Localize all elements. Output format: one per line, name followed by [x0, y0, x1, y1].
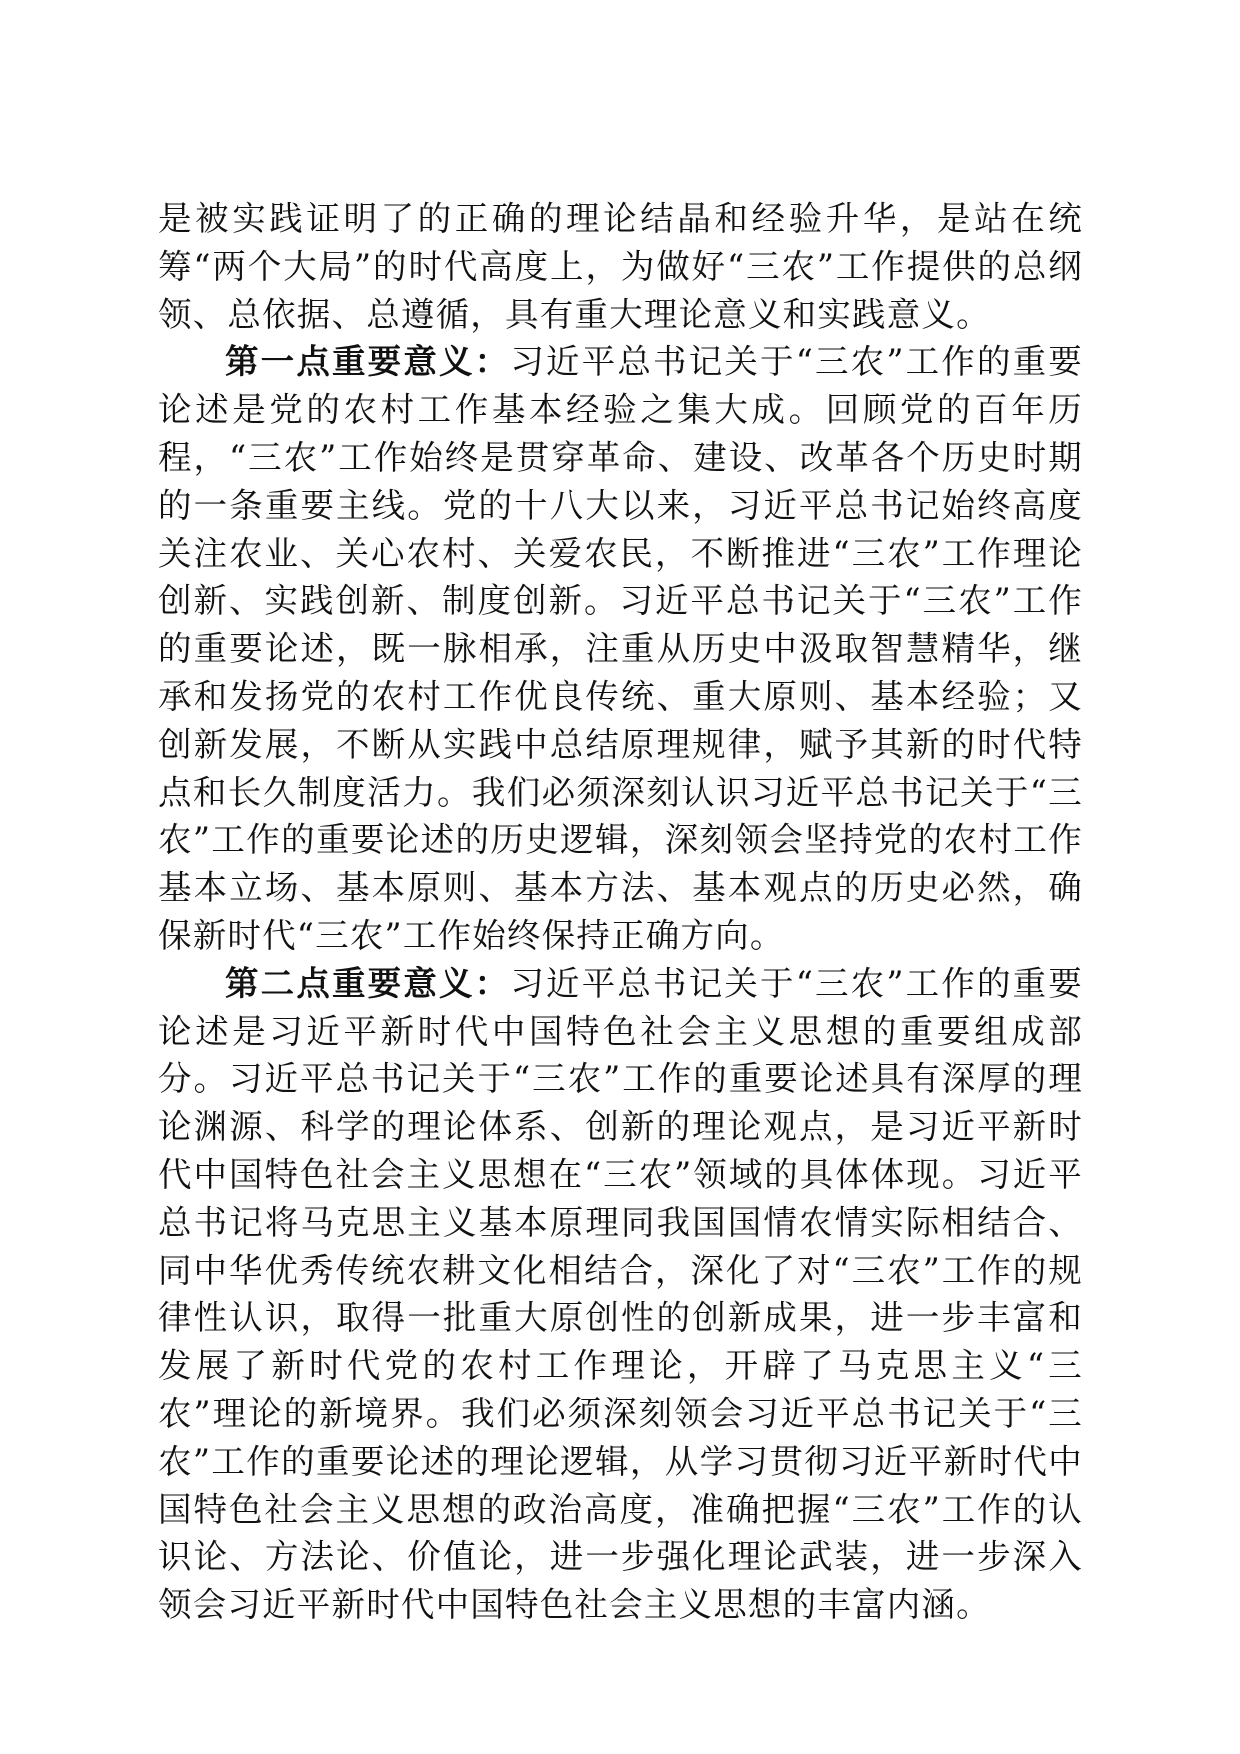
paragraph-second-significance: [158, 960, 1083, 1629]
paragraph-continuation: [158, 195, 1083, 338]
paragraph-text: 习近平总书记关于“三农”工作的重要论述是党的农村工作基本经验之集大成。回顾党的百年历程，“三农”工作始终是贯穿革命、建设、改革各个历史时期的一条重要主线。党的十八大以来，习近平总书记始终高度关注农业、关心农村、关爱农民，不断推进“三农”工作理论创新、实践创新、制度创新。习近平总书记关于“三农”工作的重要论述，既一脉相承，注重从历史中汲取智慧精华，继承和发扬党的农村工作优良传统、重大原则、基本经验；又创新发展，不断从实践中总结原理规律，赋予其新的时代特点和长久制度活力。我们必须深刻认识习近平总书记关于“三农”工作的重要论述的历史逻辑，深刻领会坚持党的农村工作基本立场、基本原则、基本方法、基本观点的历史必然，确保新时代“三农”工作始终保持正确方向。: [158, 342, 1084, 955]
paragraph-first-significance: [158, 338, 1083, 959]
paragraph-text: 习近平总书记关于“三农”工作的重要论述是习近平新时代中国特色社会主义思想的重要组成部分。习近平总书记关于“三农”工作的重要论述具有深厚的理论渊源、科学的理论体系、创新的理论观点，是习近平新时代中国特色社会主义思想在“三农”领域的具体体现。习近平总书记将马克思主义基本原理同我国国情农情实际相结合、同中华优秀传统农耕文化相结合，深化了对“三农”工作的规律性认识，取得一批重大原创性的创新成果，进一步丰富和发展了新时代党的农村工作理论，开辟了马克思主义“三农”理论的新境界。我们必须深刻领会习近平总书记关于“三农”工作的重要论述的理论逻辑，从学习贯彻习近平新时代中国特色社会主义思想的政治高度，准确把握“三农”工作的认识论、方法论、价值论，进一步强化理论武装，进一步深入领会习近平新时代中国特色社会主义思想的丰富内涵。: [158, 963, 1084, 1625]
paragraph-text: 是被实践证明了的正确的理论结晶和经验升华，是站在统筹“两个大局”的时代高度上，为做好“三农”工作提供的总纲领、总依据、总遵循，具有重大理论意义和实践意义。: [158, 199, 1083, 334]
document-page: [158, 195, 1083, 1629]
paragraph-heading: 第一点重要意义：: [225, 342, 511, 382]
paragraph-heading: 第二点重要意义：: [225, 963, 511, 1003]
